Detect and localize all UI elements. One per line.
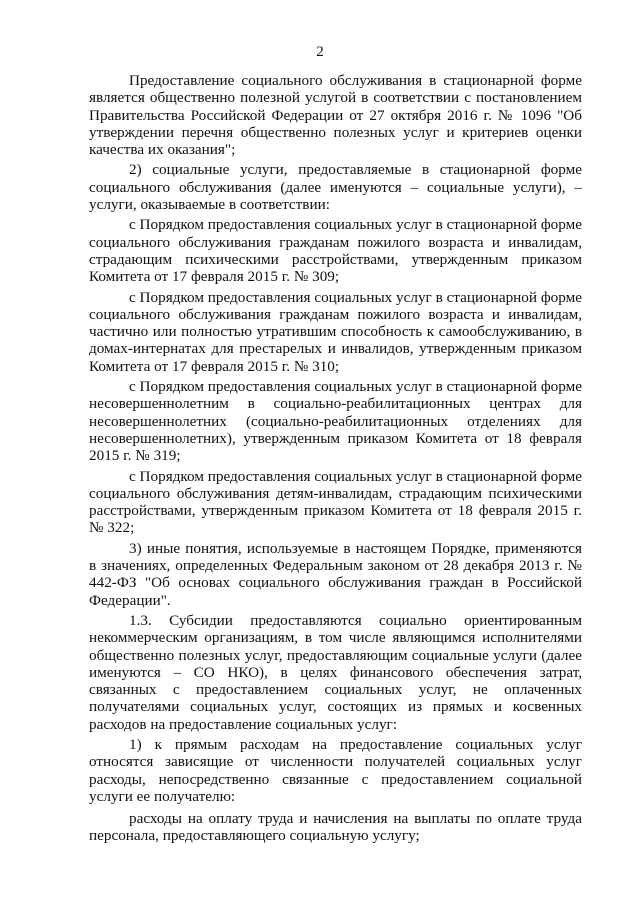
paragraph: с Порядком предоставления социальных услуг в стационарной форме социального обслуживания гражданам пожилого возраста и инвалидам, страдающим психическими расстройствами, утвержденным приказом Комитета от 17 февраля 2015 г. № 309; xyxy=(89,216,582,286)
paragraph: с Порядком предоставления социальных услуг в стационарной форме социального обслуживания гражданам пожилого возраста и инвалидам, частично или полностью утратившим способность к самообслуживанию, в домах-интернатах для престарелых и инвалидов, утвержденным приказом Комитета от 17 февраля 2015 г. № 310; xyxy=(89,288,582,375)
paragraph: расходы на оплату труда и начисления на выплаты по оплате труда персонала, предоставляющего социальную услугу; xyxy=(89,810,582,845)
paragraph: 2) социальные услуги, предоставляемые в стационарной форме социального обслуживания (далее именуются – социальные услуги), – услуги, оказываемые в соответствии: xyxy=(89,161,582,214)
paragraph: 1.3. Субсидии предоставляются социально ориентированным некоммерческим организациям, в том числе являющимся исполнителями общественно полезных услуг, предоставляющим социальные услуги (далее именуются – СО НКО), в целях финансового обеспечения затрат, связанных с предоставлением социальных услуг, не оплаченных получателями социальных услуг, состоящих из прямых и косвенных расходов на предоставление социальных услуг: xyxy=(89,611,582,733)
paragraph: Предоставление социального обслуживания в стационарной форме является общественно полезной услугой в соответствии с постановлением Правительства Российской Федерации от 27 октября 2016 г. № 1096 "Об утверждении перечня общественно полезных услуг и критериев оценки качества их оказания"; xyxy=(89,72,582,159)
page-number: 2 xyxy=(316,44,324,60)
document-body xyxy=(89,72,582,845)
paragraph: 1) к прямым расходам на предоставление социальных услуг относятся зависящие от численности получателей социальных услуг расходы, непосредственно связанные с предоставлением социальной услуги ее получателю: xyxy=(89,735,582,805)
paragraph: с Порядком предоставления социальных услуг в стационарной форме несовершеннолетним в социально-реабилитационных центрах для несовершеннолетних (социально-реабилитационных отделениях для несовершеннолетних), утвержденным приказом Комитета от 18 февраля 2015 г. № 319; xyxy=(89,378,582,465)
paragraph: с Порядком предоставления социальных услуг в стационарной форме социального обслуживания детям-инвалидам, страдающим психическими расстройствами, утвержденным приказом Комитета от 18 февраля 2015 г. № 322; xyxy=(89,467,582,537)
paragraph: 3) иные понятия, используемые в настоящем Порядке, применяются в значениях, определенных Федеральным законом от 28 декабря 2013 г. № 442-ФЗ "Об основах социального обслуживания граждан в Российской Федерации". xyxy=(89,539,582,609)
